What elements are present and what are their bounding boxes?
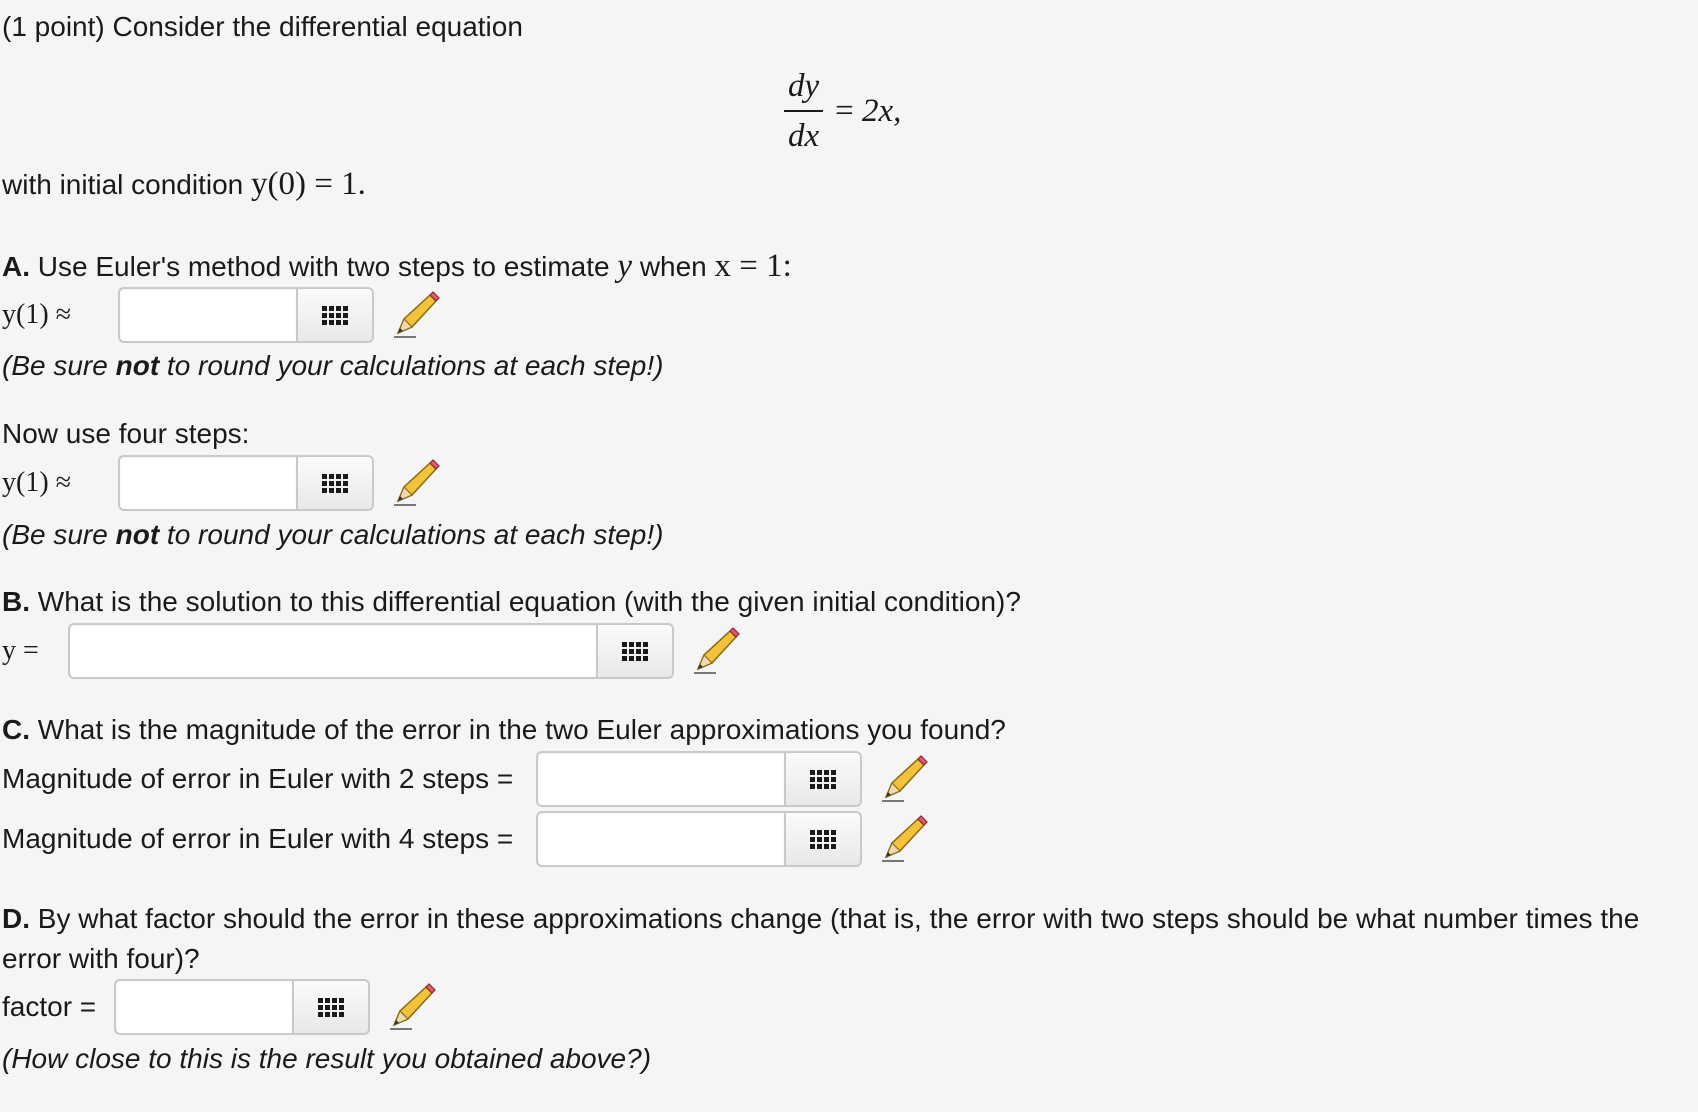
part-d-note: (How close to this is the result you obtained above?) (2, 1043, 652, 1074)
answer-b-palette-button[interactable] (596, 623, 674, 679)
part-d-letter: D. (2, 903, 30, 934)
answer-b-label: y = (2, 635, 39, 666)
part-c-letter: C. (2, 714, 30, 745)
part-b-question: B. What is the solution to this differential equation (with the given initial condition)? (2, 586, 1021, 617)
pencil-icon[interactable] (386, 981, 438, 1033)
pencil-icon[interactable] (878, 753, 930, 805)
equation-rhs: 2x, (862, 92, 902, 129)
pencil-icon[interactable] (390, 289, 442, 341)
derivative-fraction (784, 68, 823, 154)
pencil-icon[interactable] (390, 457, 442, 509)
pencil-icon[interactable] (878, 813, 930, 865)
part-a-letter: A. (2, 251, 30, 282)
math-y: y (617, 248, 633, 284)
grid-icon (810, 830, 836, 849)
answer-a1-label: y(1) ≈ (2, 299, 72, 330)
answer-b-group (2, 623, 742, 679)
answer-d-input[interactable] (114, 979, 292, 1035)
part-d-question-line2: error with four)? (2, 943, 200, 974)
answer-a1-input[interactable] (118, 287, 296, 343)
answer-c2-label: Magnitude of error in Euler with 2 steps = (2, 763, 514, 794)
answer-a2-palette-button[interactable] (296, 455, 374, 511)
fraction-denominator: dx (784, 110, 823, 154)
math-x-equals-1: x = 1: (714, 248, 792, 284)
problem-intro: (1 point) Consider the differential equation (2, 11, 523, 42)
grid-icon (322, 474, 348, 493)
part-a-note-1: (Be sure not to round your calculations at each step!) (2, 350, 664, 381)
answer-a1-palette-button[interactable] (296, 287, 374, 343)
four-steps-prompt: Now use four steps: (2, 418, 250, 449)
answer-c2-palette-button[interactable] (784, 751, 862, 807)
answer-d-group (2, 979, 438, 1035)
answer-c2-input[interactable] (536, 751, 784, 807)
answer-c4-input[interactable] (536, 811, 784, 867)
grid-icon (810, 770, 836, 789)
initial-condition: with initial condition y(0) = 1. (2, 166, 366, 202)
part-a-question: A. Use Euler's method with two steps to estimate y when x = 1: (2, 248, 792, 284)
answer-c4-palette-button[interactable] (784, 811, 862, 867)
answer-a2-input[interactable] (118, 455, 296, 511)
answer-c2-group (2, 751, 930, 807)
answer-d-label: factor = (2, 991, 97, 1022)
pencil-icon[interactable] (690, 625, 742, 677)
grid-icon (322, 306, 348, 325)
grid-icon (318, 998, 344, 1017)
answer-b-input[interactable] (68, 623, 596, 679)
part-a-note-2: (Be sure not to round your calculations at each step!) (2, 519, 664, 550)
answer-a1-group (2, 287, 442, 343)
answer-a2-group (2, 455, 442, 511)
answer-d-palette-button[interactable] (292, 979, 370, 1035)
initial-condition-math: y(0) = 1. (251, 166, 366, 202)
answer-a2-label: y(1) ≈ (2, 467, 72, 498)
fraction-numerator: dy (788, 68, 820, 104)
differential-equation (784, 68, 901, 154)
answer-c4-group (2, 811, 930, 867)
equation-equals: = (835, 92, 854, 129)
part-b-letter: B. (2, 586, 30, 617)
part-d-question-line1: D. By what factor should the error in these approximations change (that is, the error with two steps should be what number times the (2, 903, 1640, 934)
part-c-question: C. What is the magnitude of the error in the two Euler approximations you found? (2, 714, 1006, 745)
grid-icon (622, 642, 648, 661)
answer-c4-label: Magnitude of error in Euler with 4 steps = (2, 823, 514, 854)
